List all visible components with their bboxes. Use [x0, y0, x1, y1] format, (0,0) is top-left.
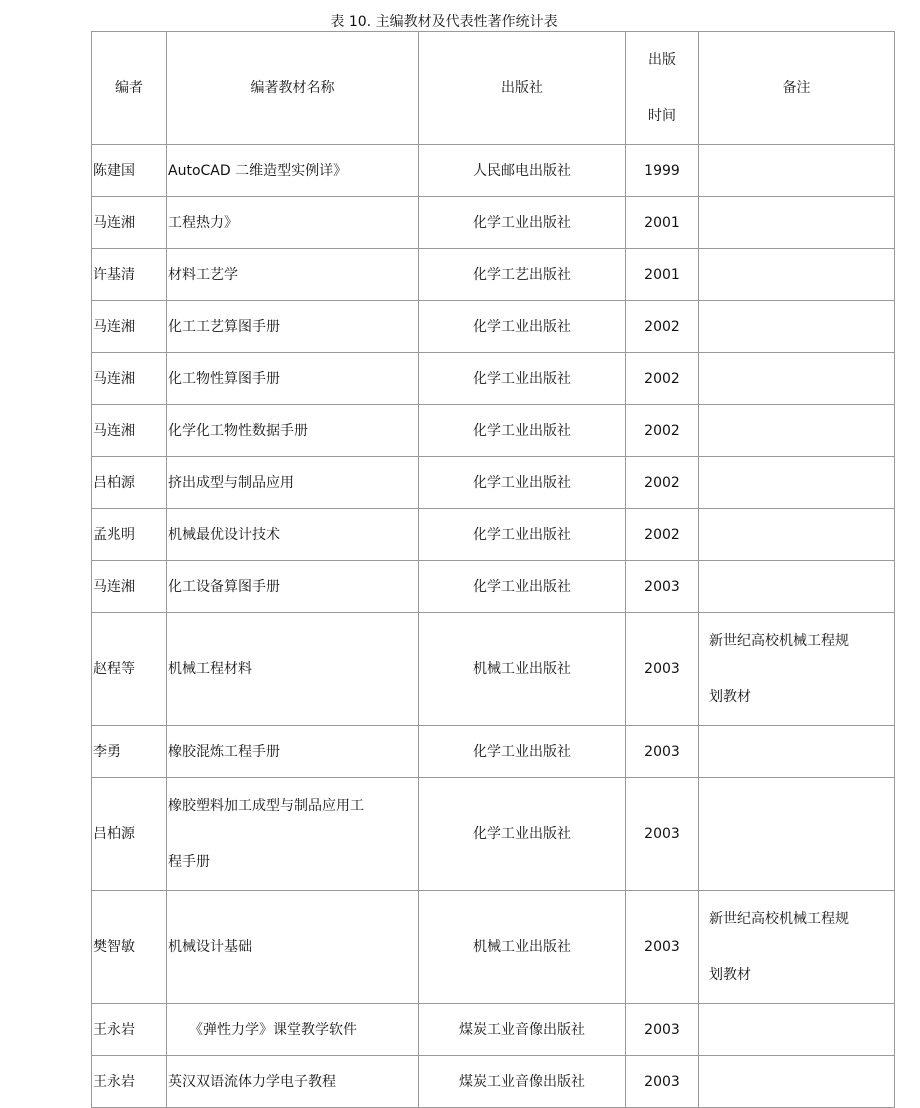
cell-publisher: 化学工业出版社: [419, 509, 626, 561]
cell-year: 2002: [626, 301, 699, 353]
header-title: 编著教材名称: [167, 32, 419, 145]
cell-title: 化工设备算图手册: [167, 561, 419, 613]
cell-title: 化学化工物性数据手册: [167, 405, 419, 457]
cell-publisher: 人民邮电出版社: [419, 145, 626, 197]
cell-title: [167, 778, 419, 891]
header-note: 备注: [699, 32, 895, 145]
cell-publisher: 机械工业出版社: [419, 891, 626, 1004]
cell-note: [699, 726, 895, 778]
cell-note: [699, 197, 895, 249]
header-author: 编者: [92, 32, 167, 145]
cell-note: [699, 613, 895, 726]
table-row: [92, 891, 895, 1004]
cell-title: 《弹性力学》课堂教学软件: [167, 1004, 419, 1056]
title-line2: 程手册: [168, 854, 210, 870]
cell-year: 2002: [626, 353, 699, 405]
cell-note: [699, 778, 895, 891]
cell-title: 机械最优设计技术: [167, 509, 419, 561]
cell-year: 2002: [626, 509, 699, 561]
header-publisher: 出版社: [419, 32, 626, 145]
cell-publisher: 化学工业出版社: [419, 561, 626, 613]
cell-author: 李勇: [92, 726, 167, 778]
cell-note: [699, 353, 895, 405]
title-line1: 橡胶塑料加工成型与制品应用工: [168, 798, 364, 814]
cell-note: [699, 1056, 895, 1108]
cell-title: 橡胶混炼工程手册: [167, 726, 419, 778]
publications-table: [91, 31, 895, 1108]
header-year-line2: 时间: [648, 108, 676, 124]
cell-author: 许基清: [92, 249, 167, 301]
cell-author: 马连湘: [92, 561, 167, 613]
cell-publisher: 化学工业出版社: [419, 405, 626, 457]
cell-note: [699, 405, 895, 457]
cell-year: 2002: [626, 457, 699, 509]
cell-title: 英汉双语流体力学电子教程: [167, 1056, 419, 1108]
table-row: [92, 778, 895, 891]
cell-publisher: 化学工业出版社: [419, 726, 626, 778]
cell-year: 2003: [626, 613, 699, 726]
cell-author: 吕柏源: [92, 778, 167, 891]
cell-publisher: 煤炭工业音像出版社: [419, 1056, 626, 1108]
cell-year: 2003: [626, 1056, 699, 1108]
cell-year: 2002: [626, 405, 699, 457]
cell-note: [699, 891, 895, 1004]
cell-title: 材料工艺学: [167, 249, 419, 301]
cell-publisher: 化学工业出版社: [419, 457, 626, 509]
cell-year: 2003: [626, 561, 699, 613]
table-row: [92, 405, 895, 457]
cell-author: 陈建国: [92, 145, 167, 197]
table-row: [92, 1004, 895, 1056]
cell-title: AutoCAD 二维造型实例详》: [167, 145, 419, 197]
cell-publisher: 机械工业出版社: [419, 613, 626, 726]
table-row: [92, 726, 895, 778]
cell-year: 2003: [626, 891, 699, 1004]
cell-year: 2003: [626, 726, 699, 778]
table-row: [92, 457, 895, 509]
cell-author: 孟兆明: [92, 509, 167, 561]
cell-title: 机械设计基础: [167, 891, 419, 1004]
table-caption: 表 10. 主编教材及代表性著作统计表: [330, 14, 558, 30]
cell-publisher: 化学工业出版社: [419, 353, 626, 405]
header-year: [626, 32, 699, 145]
cell-publisher: 煤炭工业音像出版社: [419, 1004, 626, 1056]
table-row: [92, 301, 895, 353]
cell-author: 马连湘: [92, 301, 167, 353]
note-line2: 划教材: [709, 967, 751, 983]
cell-note: [699, 145, 895, 197]
cell-publisher: 化学工艺出版社: [419, 249, 626, 301]
cell-note: [699, 509, 895, 561]
table-row: [92, 509, 895, 561]
cell-author: 吕柏源: [92, 457, 167, 509]
cell-year: 2003: [626, 1004, 699, 1056]
header-year-line1: 出版: [648, 52, 676, 68]
cell-year: 2001: [626, 197, 699, 249]
cell-note: [699, 1004, 895, 1056]
note-line2: 划教材: [709, 689, 751, 705]
cell-author: 王永岩: [92, 1004, 167, 1056]
cell-note: [699, 301, 895, 353]
table-row: [92, 561, 895, 613]
cell-author: 樊智敏: [92, 891, 167, 1004]
table-row: [92, 353, 895, 405]
header-row: [92, 32, 895, 145]
cell-author: 赵程等: [92, 613, 167, 726]
cell-title: 化工物性算图手册: [167, 353, 419, 405]
cell-author: 马连湘: [92, 197, 167, 249]
cell-title: 化工工艺算图手册: [167, 301, 419, 353]
cell-author: 马连湘: [92, 353, 167, 405]
cell-year: 2001: [626, 249, 699, 301]
cell-title: 挤出成型与制品应用: [167, 457, 419, 509]
cell-publisher: 化学工业出版社: [419, 197, 626, 249]
cell-year: 1999: [626, 145, 699, 197]
table-row: [92, 145, 895, 197]
cell-note: [699, 249, 895, 301]
note-line1: 新世纪高校机械工程规: [709, 633, 849, 649]
note-line1: 新世纪高校机械工程规: [709, 911, 849, 927]
cell-note: [699, 561, 895, 613]
cell-author: 王永岩: [92, 1056, 167, 1108]
cell-note: [699, 457, 895, 509]
cell-title: 工程热力》: [167, 197, 419, 249]
cell-author: 马连湘: [92, 405, 167, 457]
cell-publisher: 化学工业出版社: [419, 301, 626, 353]
table-row: [92, 249, 895, 301]
table-row: [92, 613, 895, 726]
cell-publisher: 化学工业出版社: [419, 778, 626, 891]
cell-year: 2003: [626, 778, 699, 891]
table-row: [92, 197, 895, 249]
table-row: [92, 1056, 895, 1108]
cell-title: 机械工程材料: [167, 613, 419, 726]
